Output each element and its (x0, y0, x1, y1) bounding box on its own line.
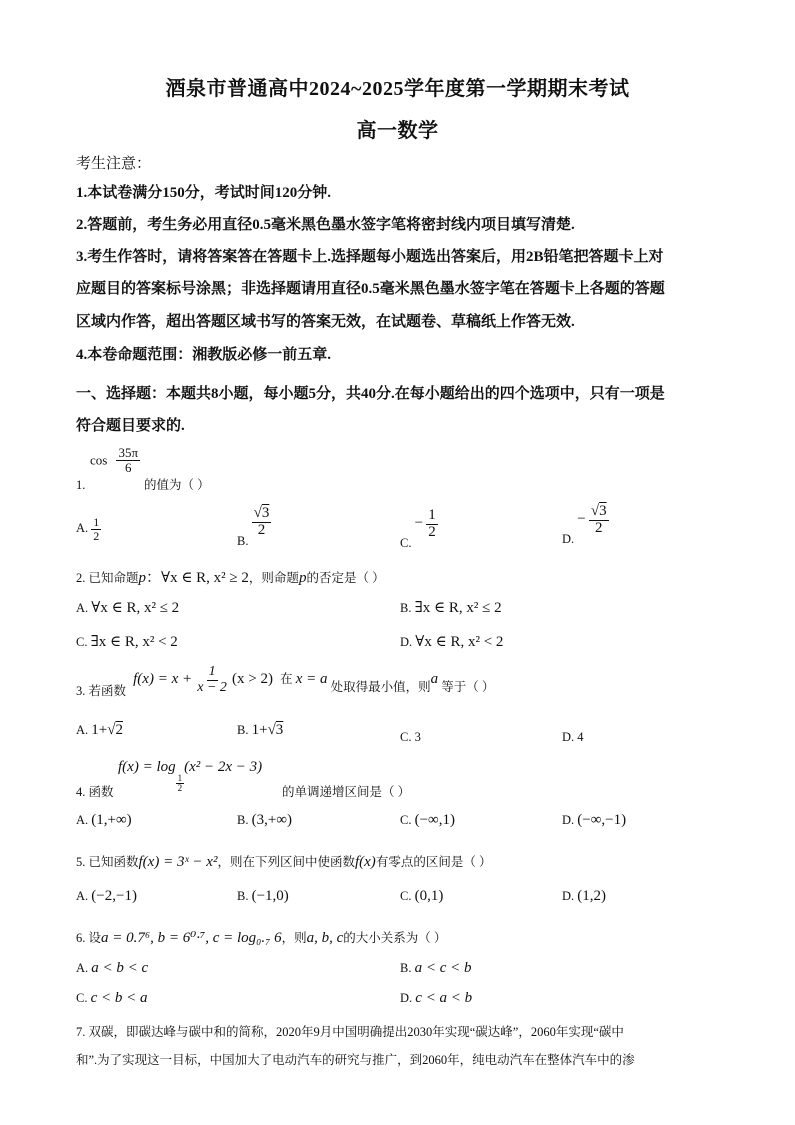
note-4: 4.本卷命题范围：湘教版必修一前五章. (76, 347, 332, 363)
q2-option-c[interactable]: C. ∃x ∈ R, x² < 2 (76, 634, 178, 650)
q4-stem-post: 的单调递增区间是（ ） (282, 785, 411, 799)
exam-title: 酒泉市普通高中2024~2025学年度第一学期期末考试 (165, 78, 630, 100)
q3-option-c[interactable]: C. 3 (400, 730, 421, 744)
q2-option-b[interactable]: B. ∃x ∈ R, x² ≤ 2 (400, 600, 502, 616)
q6-stem: 6. 设a = 0.7⁶, b = 6⁰·⁷, c = log₀.₇ 6，则a, b, c的大小关系为（ ） (76, 930, 447, 946)
note-1: 1.本试卷满分150分，考试时间120分钟. (76, 185, 332, 201)
q2-stem: 2. 已知命题p：∀x ∈ R, x² ≥ 2，则命题p的否定是（ ） (76, 570, 385, 586)
q3-stem: 3. 若函数 f(x) = x + $\frac{1}{x - 2}$ (x > 2) 在 x = a 处取得最小值，则a 等于（ ） (76, 664, 495, 699)
note-3a: 3.考生作答时，请将答案答在答题卡上.选择题每小题选出答案后，用2B铅笔把答题卡上对 (76, 249, 664, 265)
q4-option-d[interactable]: D. (−∞,−1) (562, 812, 627, 828)
q1-option-d[interactable]: D. − $\frac{√3}{2}$ (562, 503, 607, 547)
q4-option-b[interactable]: B. (3,+∞) (237, 812, 292, 828)
notes-heading: 考生注意： (76, 156, 152, 172)
q6-option-b[interactable]: B. a < c < b (400, 960, 472, 976)
section-heading-line1: 一、选择题：本题共8小题，每小题5分，共40分.在每小题给出的四个选项中，只有一项是 (76, 386, 665, 402)
q5-option-b[interactable]: B. (−1,0) (237, 888, 289, 904)
q7-line2: 和”.为了实现这一目标，中国加大了电动汽车的研究与推广，到2060年，纯电动汽车在整体汽车中的渗 (76, 1053, 635, 1067)
q2-option-a[interactable]: A. ∀x ∈ R, x² ≤ 2 (76, 600, 180, 616)
q1-number: 1. (76, 478, 86, 492)
q5-option-c[interactable]: C. (0,1) (400, 888, 444, 904)
note-3c: 区域内作答，超出答题区域书写的答案无效，在试题卷、草稿纸上作答无效. (76, 314, 575, 330)
q6-option-a[interactable]: A. a < b < c (76, 960, 149, 976)
q4-function: f(x) = log $\frac{1}{2}$ (x² − 2x − 3) (118, 759, 263, 794)
q6-option-d[interactable]: D. c < a < b (400, 990, 473, 1006)
q2-option-d[interactable]: D. ∀x ∈ R, x² < 2 (400, 634, 504, 650)
q4-stem-pre: 4. 函数 (76, 785, 114, 799)
q5-option-d[interactable]: D. (1,2) (562, 888, 607, 904)
q1-option-a[interactable]: A. $\frac{1}{2}$ (76, 515, 100, 543)
exam-subtitle: 高一数学 (356, 120, 439, 142)
q3-option-b[interactable]: B. 1+√3 (237, 722, 284, 738)
q4-option-a[interactable]: A. (1,+∞) (76, 812, 132, 828)
q4-option-c[interactable]: C. (−∞,1) (400, 812, 455, 828)
q6-option-c[interactable]: C. c < b < a (76, 990, 148, 1006)
note-2: 2.答题前，考生务必用直径0.5毫米黑色墨水签字笔将密封线内项目填写清楚. (76, 217, 575, 233)
q1-text: 的值为（ ） (144, 478, 210, 492)
q1-expression: cos $\frac{35\pi}{6}$ (90, 445, 139, 475)
q7-line1: 7. 双碳，即碳达峰与碳中和的简称，2020年9月中国明确提出2030年实现“碳达峰”，2060年实现“碳中 (76, 1025, 624, 1039)
section-heading-line2: 符合题目要求的. (76, 418, 185, 434)
q1-option-b[interactable]: B. $\frac{√3}{2}$ (237, 505, 270, 549)
q3-option-a[interactable]: A. 1+√2 (76, 722, 123, 738)
q5-stem: 5. 已知函数f(x) = 3ˣ − x²，则在下列区间中使函数f(x)有零点的区间是（ ） (76, 854, 492, 870)
q1-option-c[interactable]: C. − $\frac{1}{2}$ (400, 507, 436, 551)
note-3b: 应题目的答案标号涂黑；非选择题请用直径0.5毫米黑色墨水签字笔在答题卡上各题的答题 (76, 281, 665, 297)
q3-option-d[interactable]: D. 4 (562, 730, 584, 744)
q5-option-a[interactable]: A. (−2,−1) (76, 888, 137, 904)
